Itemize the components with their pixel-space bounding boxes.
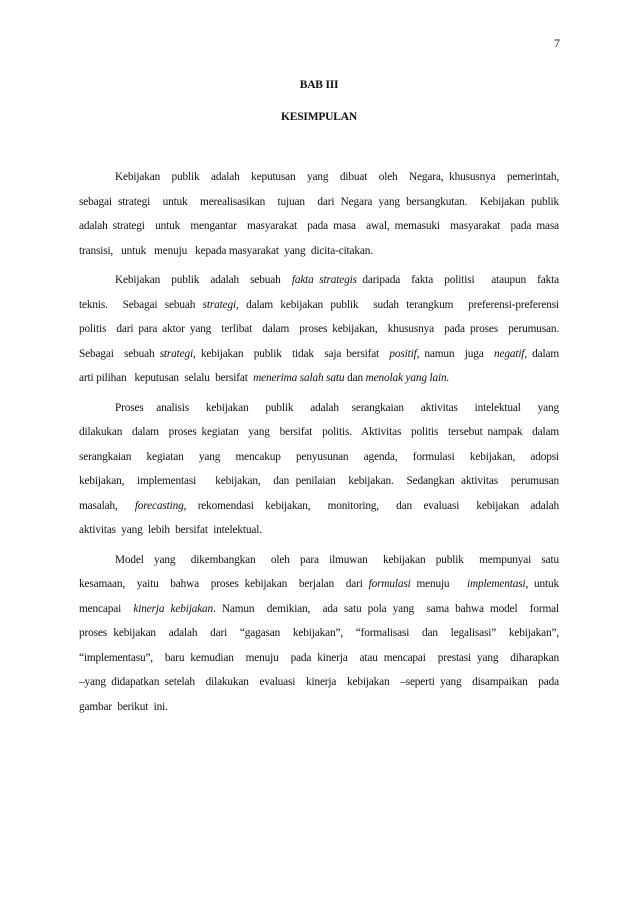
body-text bbox=[79, 170, 559, 729]
text-run: mencapai bbox=[79, 602, 134, 615]
text-line bbox=[79, 700, 559, 725]
text-run: dan bbox=[344, 372, 366, 384]
text-run: Kebijakan publik adalah keputusan yang dibuat oleh Negara, khususnya pemerintah, bbox=[115, 171, 559, 183]
page-number: 7 bbox=[554, 36, 560, 50]
text-run: menuju bbox=[410, 578, 468, 590]
text-line bbox=[79, 675, 559, 700]
italic-text: menolak yang lain. bbox=[365, 372, 450, 384]
text-run: , kebijakan publik tidak saja bersifat bbox=[193, 347, 390, 360]
text-run: kebijakan, implementasi kebijakan, dan penilaian kebijakan. Sedangkan aktivitas perumusan bbox=[79, 475, 559, 487]
text-run: Proses analisis kebijakan publik adalah serangkaian aktivitas intelektual yang bbox=[115, 401, 559, 414]
text-run: Kebijakan publik adalah sebuah bbox=[115, 274, 292, 286]
text-line bbox=[79, 553, 559, 578]
italic-text: formulasi bbox=[368, 578, 411, 590]
italic-text: strategi, bbox=[202, 298, 239, 311]
text-run: serangkaian kegiatan yang mencakup penyusunan agenda, formulasi kebijakan, adopsi bbox=[79, 450, 559, 463]
text-run: dalam bbox=[526, 347, 559, 360]
italic-text: menerima salah satu bbox=[253, 372, 345, 384]
paragraph bbox=[79, 401, 559, 548]
text-run: kesamaan, yaitu bahwa proses kebijakan berjalan dari bbox=[79, 578, 369, 590]
text-line bbox=[79, 602, 559, 627]
text-run: politis dari para aktor yang terlibat dalam proses kebijakan, khususnya pada proses perumusan. bbox=[79, 323, 559, 335]
text-line bbox=[79, 347, 559, 372]
text-line bbox=[79, 651, 559, 676]
text-run: sebagai strategi untuk merealisasikan tujuan dari Negara yang bersangkutan. Kebijakan publik bbox=[79, 195, 559, 208]
text-run: namun juga bbox=[419, 347, 494, 360]
text-line bbox=[79, 322, 559, 347]
paragraph bbox=[79, 553, 559, 725]
chapter-title: KESIMPULAN bbox=[281, 111, 357, 123]
text-run: , rekomendasi kebijakan, monitoring, dan evaluasi kebijakan adalah bbox=[183, 499, 559, 512]
text-run: transisi, untuk menuju kepada masyarakat yang dicita-citakan. bbox=[79, 244, 373, 257]
italic-text: fakta strategis bbox=[291, 274, 357, 286]
text-run: Sebagai sebuah bbox=[79, 347, 160, 360]
text-line bbox=[79, 401, 559, 426]
text-run: masalah, bbox=[79, 499, 135, 512]
text-line bbox=[79, 298, 559, 323]
italic-text: strategi bbox=[159, 347, 194, 360]
italic-text: forecasting bbox=[134, 499, 184, 512]
text-run: gambar berikut ini. bbox=[79, 700, 168, 713]
text-run: adalah strategi untuk mengantar masyarakat pada masa awal, memasuki masyarakat pada masa bbox=[79, 220, 559, 232]
text-line bbox=[79, 474, 559, 499]
text-line bbox=[79, 499, 559, 524]
text-line bbox=[79, 219, 559, 244]
italic-text: positif, bbox=[389, 347, 420, 360]
text-run: “implementasu”, baru kemudian menuju pada kinerja atau mencapai prestasi yang diharapkan bbox=[79, 651, 559, 664]
text-line bbox=[79, 450, 559, 475]
paragraph bbox=[79, 170, 559, 268]
text-line bbox=[79, 523, 559, 548]
text-run: arti pilihan keputusan selalu bersifat bbox=[79, 372, 254, 384]
text-run: . Namun demikian, ada satu pola yang sama bahwa model formal bbox=[213, 602, 559, 615]
text-line bbox=[79, 425, 559, 450]
italic-text: negatif, bbox=[493, 347, 527, 360]
text-line bbox=[79, 244, 559, 269]
italic-text: implementasi, bbox=[467, 578, 529, 590]
italic-text: kinerja kebijakan bbox=[133, 602, 214, 615]
text-run: –yang didapatkan setelah dilakukan evaluasi kinerja kebijakan –seperti yang disampaikan pada bbox=[79, 676, 559, 688]
text-run: dilakukan dalam proses kegiatan yang bersifat politis. Aktivitas politis tersebut nampak dalam bbox=[79, 426, 559, 438]
text-run: proses kebijakan adalah dari “gagasan kebijakan”, “formalisasi dan legalisasi” kebijakan”, bbox=[79, 627, 559, 639]
text-line bbox=[79, 195, 559, 220]
text-run: teknis. Sebagai sebuah bbox=[79, 298, 203, 311]
text-run: daripada fakta politisi ataupun fakta bbox=[356, 274, 559, 286]
chapter-heading: BAB III bbox=[299, 79, 339, 91]
text-run: aktivitas yang lebih bersifat intelektual. bbox=[79, 524, 262, 536]
text-line bbox=[79, 170, 559, 195]
text-run: dalam kebijakan publik sudah terangkum preferensi-preferensi bbox=[238, 298, 559, 311]
text-line bbox=[79, 273, 559, 298]
text-run: Model yang dikembangkan oleh para ilmuwan kebijakan publik mempunyai satu bbox=[115, 553, 559, 566]
paragraph bbox=[79, 273, 559, 396]
text-line bbox=[79, 626, 559, 651]
text-line bbox=[79, 371, 559, 396]
text-line bbox=[79, 577, 559, 602]
text-run: untuk bbox=[528, 578, 559, 590]
